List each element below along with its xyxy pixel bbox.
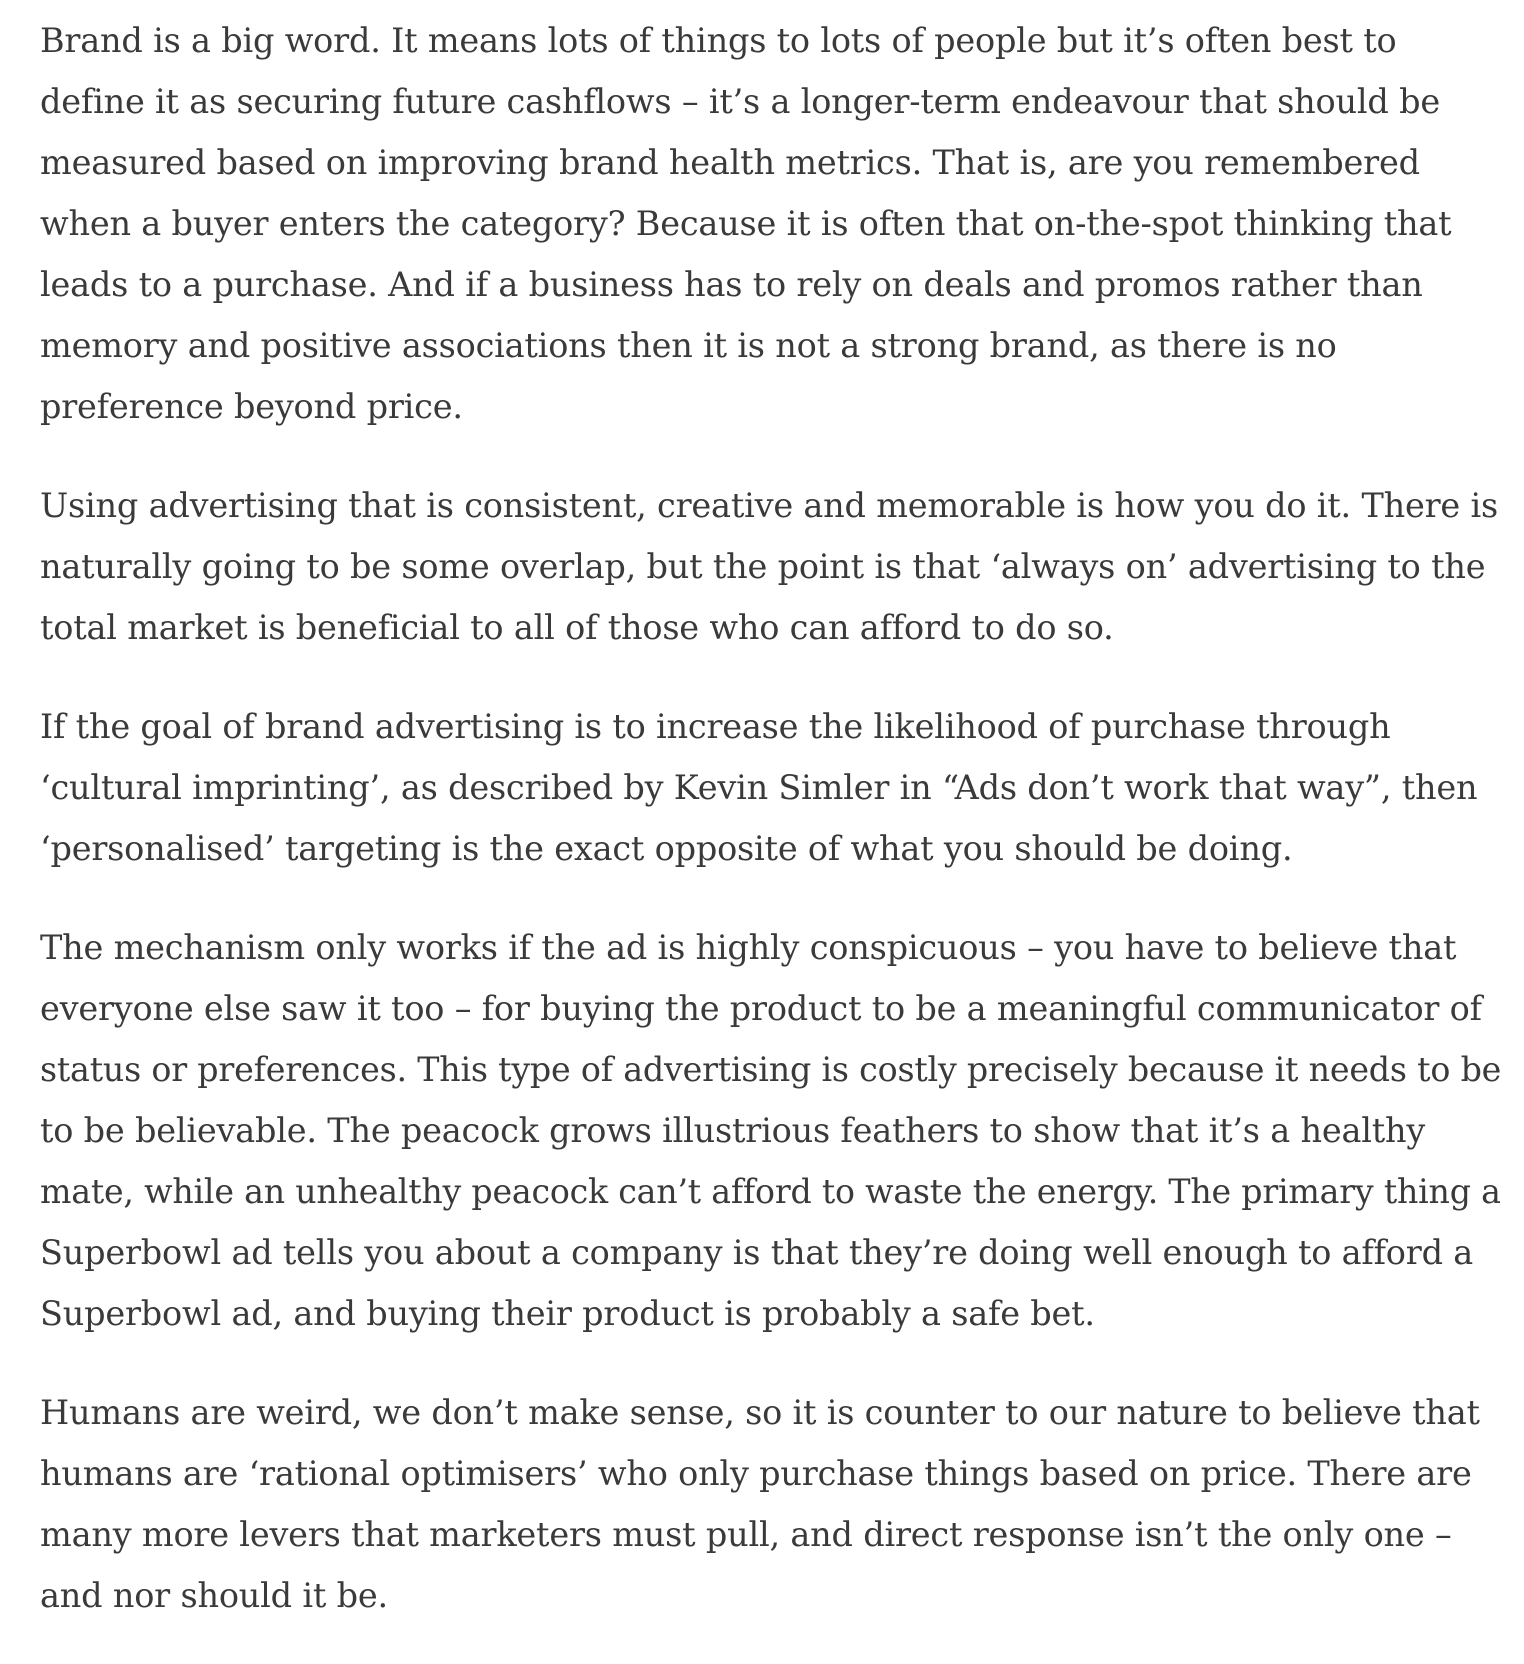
paragraph-advertising-consistency [40,475,1502,658]
paragraph-cultural-imprinting [40,696,1502,879]
paragraph-line: If the goal of brand advertising is to increase the likelihood of purchase through [40,707,1391,746]
paragraph-line: humans are ‘rational optimisers’ who only purchase things based on price. There are [40,1454,1472,1493]
paragraph-line: The mechanism only works if the ad is highly conspicuous – you have to believe that [40,928,1457,967]
paragraph-line: and nor should it be. [40,1576,388,1615]
paragraph-humans-are-weird [40,1382,1502,1626]
paragraph-line: Brand is a big word. It means lots of things to lots of people but it’s often best to [40,21,1397,60]
paragraph-line: preference beyond price. [40,387,463,426]
paragraph-brand-definition [40,10,1502,437]
article-body [40,10,1502,1664]
paragraph-line: Superbowl ad tells you about a company is that they’re doing well enough to afford a [40,1233,1474,1272]
paragraph-line: everyone else saw it too – for buying the product to be a meaningful communicator of [40,989,1482,1028]
paragraph-line: measured based on improving brand health metrics. That is, are you remembered [40,143,1420,182]
paragraph-line: naturally going to be some overlap, but the point is that ‘always on’ advertising to the [40,547,1486,586]
paragraph-line: Using advertising that is consistent, creative and memorable is how you do it. There is [40,486,1498,525]
paragraph-conspicuous-mechanism [40,917,1502,1344]
paragraph-line: Superbowl ad, and buying their product is probably a safe bet. [40,1294,1095,1333]
paragraph-line: Humans are weird, we don’t make sense, so it is counter to our nature to believe that [40,1393,1480,1432]
paragraph-line: memory and positive associations then it is not a strong brand, as there is no [40,326,1337,365]
paragraph-line: leads to a purchase. And if a business has to rely on deals and promos rather than [40,265,1423,304]
paragraph-line: many more levers that marketers must pull, and direct response isn’t the only one – [40,1515,1452,1554]
paragraph-line: to be believable. The peacock grows illustrious feathers to show that it’s a healthy [40,1111,1426,1150]
paragraph-line: status or preferences. This type of advertising is costly precisely because it needs to be [40,1050,1502,1089]
paragraph-line: ‘personalised’ targeting is the exact opposite of what you should be doing. [40,829,1293,868]
paragraph-line: define it as securing future cashflows – it’s a longer-term endeavour that should be [40,82,1440,121]
paragraph-line: when a buyer enters the category? Because it is often that on-the-spot thinking that [40,204,1452,243]
paragraph-line: mate, while an unhealthy peacock can’t afford to waste the energy. The primary thing a [40,1172,1501,1211]
paragraph-line: total market is beneficial to all of those who can afford to do so. [40,608,1114,647]
paragraph-line: ‘cultural imprinting’, as described by Kevin Simler in “Ads don’t work that way”, then [40,768,1478,807]
